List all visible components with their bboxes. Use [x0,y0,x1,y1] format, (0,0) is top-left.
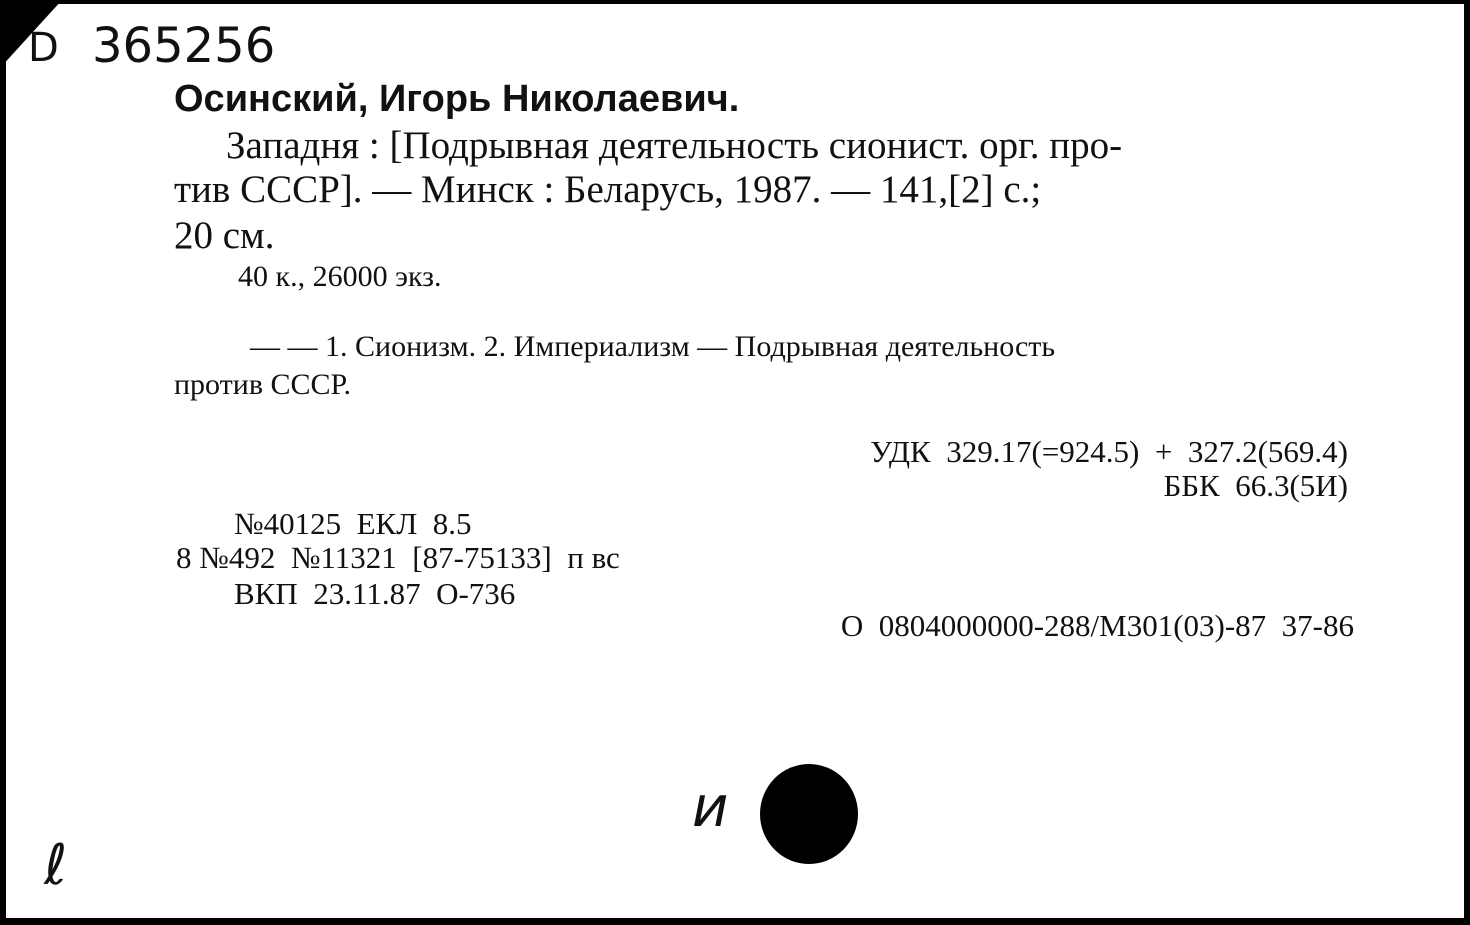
handwritten-mark: и [692,775,729,840]
handwritten-corner-mark: ℓ [44,833,68,898]
bbk-line: ББК 66.3(5И) [1163,468,1348,503]
subjects-line-1: — — 1. Сионизм. 2. Империализм — Подрывная деятельность [250,330,1056,363]
handwritten-prefix: D [28,25,59,71]
subjects-line-2: против СССР. [174,368,351,401]
code-line-3: ВКП 23.11.87 О-736 [234,576,516,611]
title-line-2: тив СССР]. — Минск : Беларусь, 1987. — 141,[2] с.; [174,168,1042,211]
catalog-card [6,4,1464,918]
title-line-3: 20 см. [174,214,275,257]
title-line-1: Западня : [Подрывная деятельность сионист. орг. про- [226,124,1123,167]
author-heading: Осинский, Игорь Николаевич. [174,78,740,120]
code-line-1: №40125 ЕКЛ 8.5 [234,506,472,541]
black-dot-stamp [760,764,858,864]
card-number: 365256 [92,18,276,74]
isbn-line: О 0804000000-288/М301(03)-87 37-86 [840,608,1354,643]
udk-line: УДК 329.17(=924.5) + 327.2(569.4) [870,434,1348,469]
code-line-2: 8 №492 №11321 [87-75133] п вс [176,540,620,575]
price-line: 40 к., 26000 экз. [238,260,442,293]
